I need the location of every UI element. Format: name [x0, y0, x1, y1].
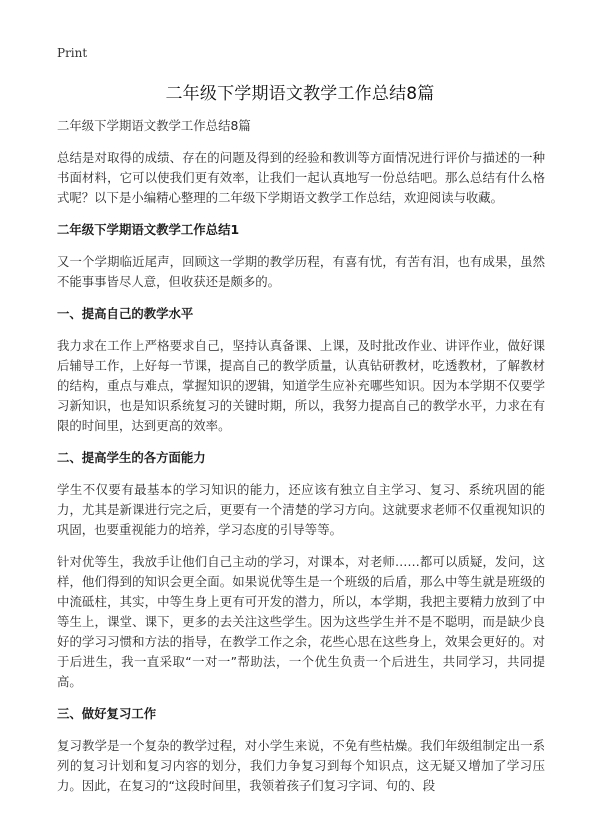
heading-student-abilities: 二、提高学生的各方面能力	[57, 450, 206, 465]
opening-paragraph: 又一个学期临近尾声，回顾这一学期的教学历程，有喜有忧，有苦有泪，也有成果，虽然不能事事皆尽人意，但收获还是颇多的。	[57, 254, 545, 289]
paragraph-improve-teaching: 我力求在工作上严格要求自己，坚持认真备课、上课，及时批改作业、讲评作业，做好课后辅导工作，上好每一节课，提高自己的教学质量，认真钻研教材，吃透教材，了解教材的结构，重点与难点，掌握知识的逻辑，知道学生应补充哪些知识。因为本学期不仅要学习新知识，也是知识系统复习的关键时期，所以，我努力提高自己的教学水平，力求在有限的时间里，达到更高的效率。	[57, 338, 545, 433]
heading-review-work: 三、做好复习工作	[57, 706, 157, 721]
section-title: 二年级下学期语文教学工作总结1	[57, 222, 240, 237]
document-body	[57, 116, 545, 808]
paragraph-student-groups: 针对优等生，我放手让他们自己主动的学习，对课本，对老师……都可以质疑，发问，这样，他们得到的知识会更全面。如果说优等生是一个班级的后盾，那么中等生就是班级的中流砥柱，其实，中等生身上更有可开发的潜力，所以，本学期，我把主要精力放到了中等生上，课堂、课下，更多的去关注这些学生。因为这些学生并不是不聪明，而是缺少良好的学习习惯和方法的指导，在教学工作之余，花些心思在这些身上，效果会更好的。对于后进生，我一直采取“一对一”帮助法，一个优生负责一个后进生，共同学习，共同提高。	[57, 554, 545, 689]
paragraph-student-abilities: 学生不仅要有最基本的学习知识的能力，还应该有独立自主学习、复习、系统巩固的能力，尤其是新课进行完之后，更要有一个清楚的学习方向。这就要求老师不仅重视知识的巩固，也要重视能力的培养，学习态度的引导等等。	[57, 482, 545, 537]
document-subtitle: 二年级下学期语文教学工作总结8篇	[57, 118, 251, 133]
page-title: 二年级下学期语文教学工作总结8篇	[165, 84, 435, 104]
paragraph-review-work: 复习教学是一个复杂的教学过程，对小学生来说，不免有些枯燥。我们年级组制定出一系列的复习计划和复习内容的划分，我们力争复习到每个知识点，这无疑又增加了学习压力。因此，在复习的“这段时间里，我领着孩子们复习字词、句的、段	[57, 738, 545, 793]
intro-paragraph: 总结是对取得的成绩、存在的问题及得到的经验和教训等方面情况进行评价与描述的一种书面材料，它可以使我们更有效率，让我们一起认真地写一份总结吧。那么总结有什么格式呢？以下是小编精心整理的二年级下学期语文教学工作总结，欢迎阅读与收藏。	[57, 150, 545, 205]
print-link[interactable]: Print	[57, 46, 88, 60]
heading-improve-teaching: 一、提高自己的教学水平	[57, 306, 194, 321]
